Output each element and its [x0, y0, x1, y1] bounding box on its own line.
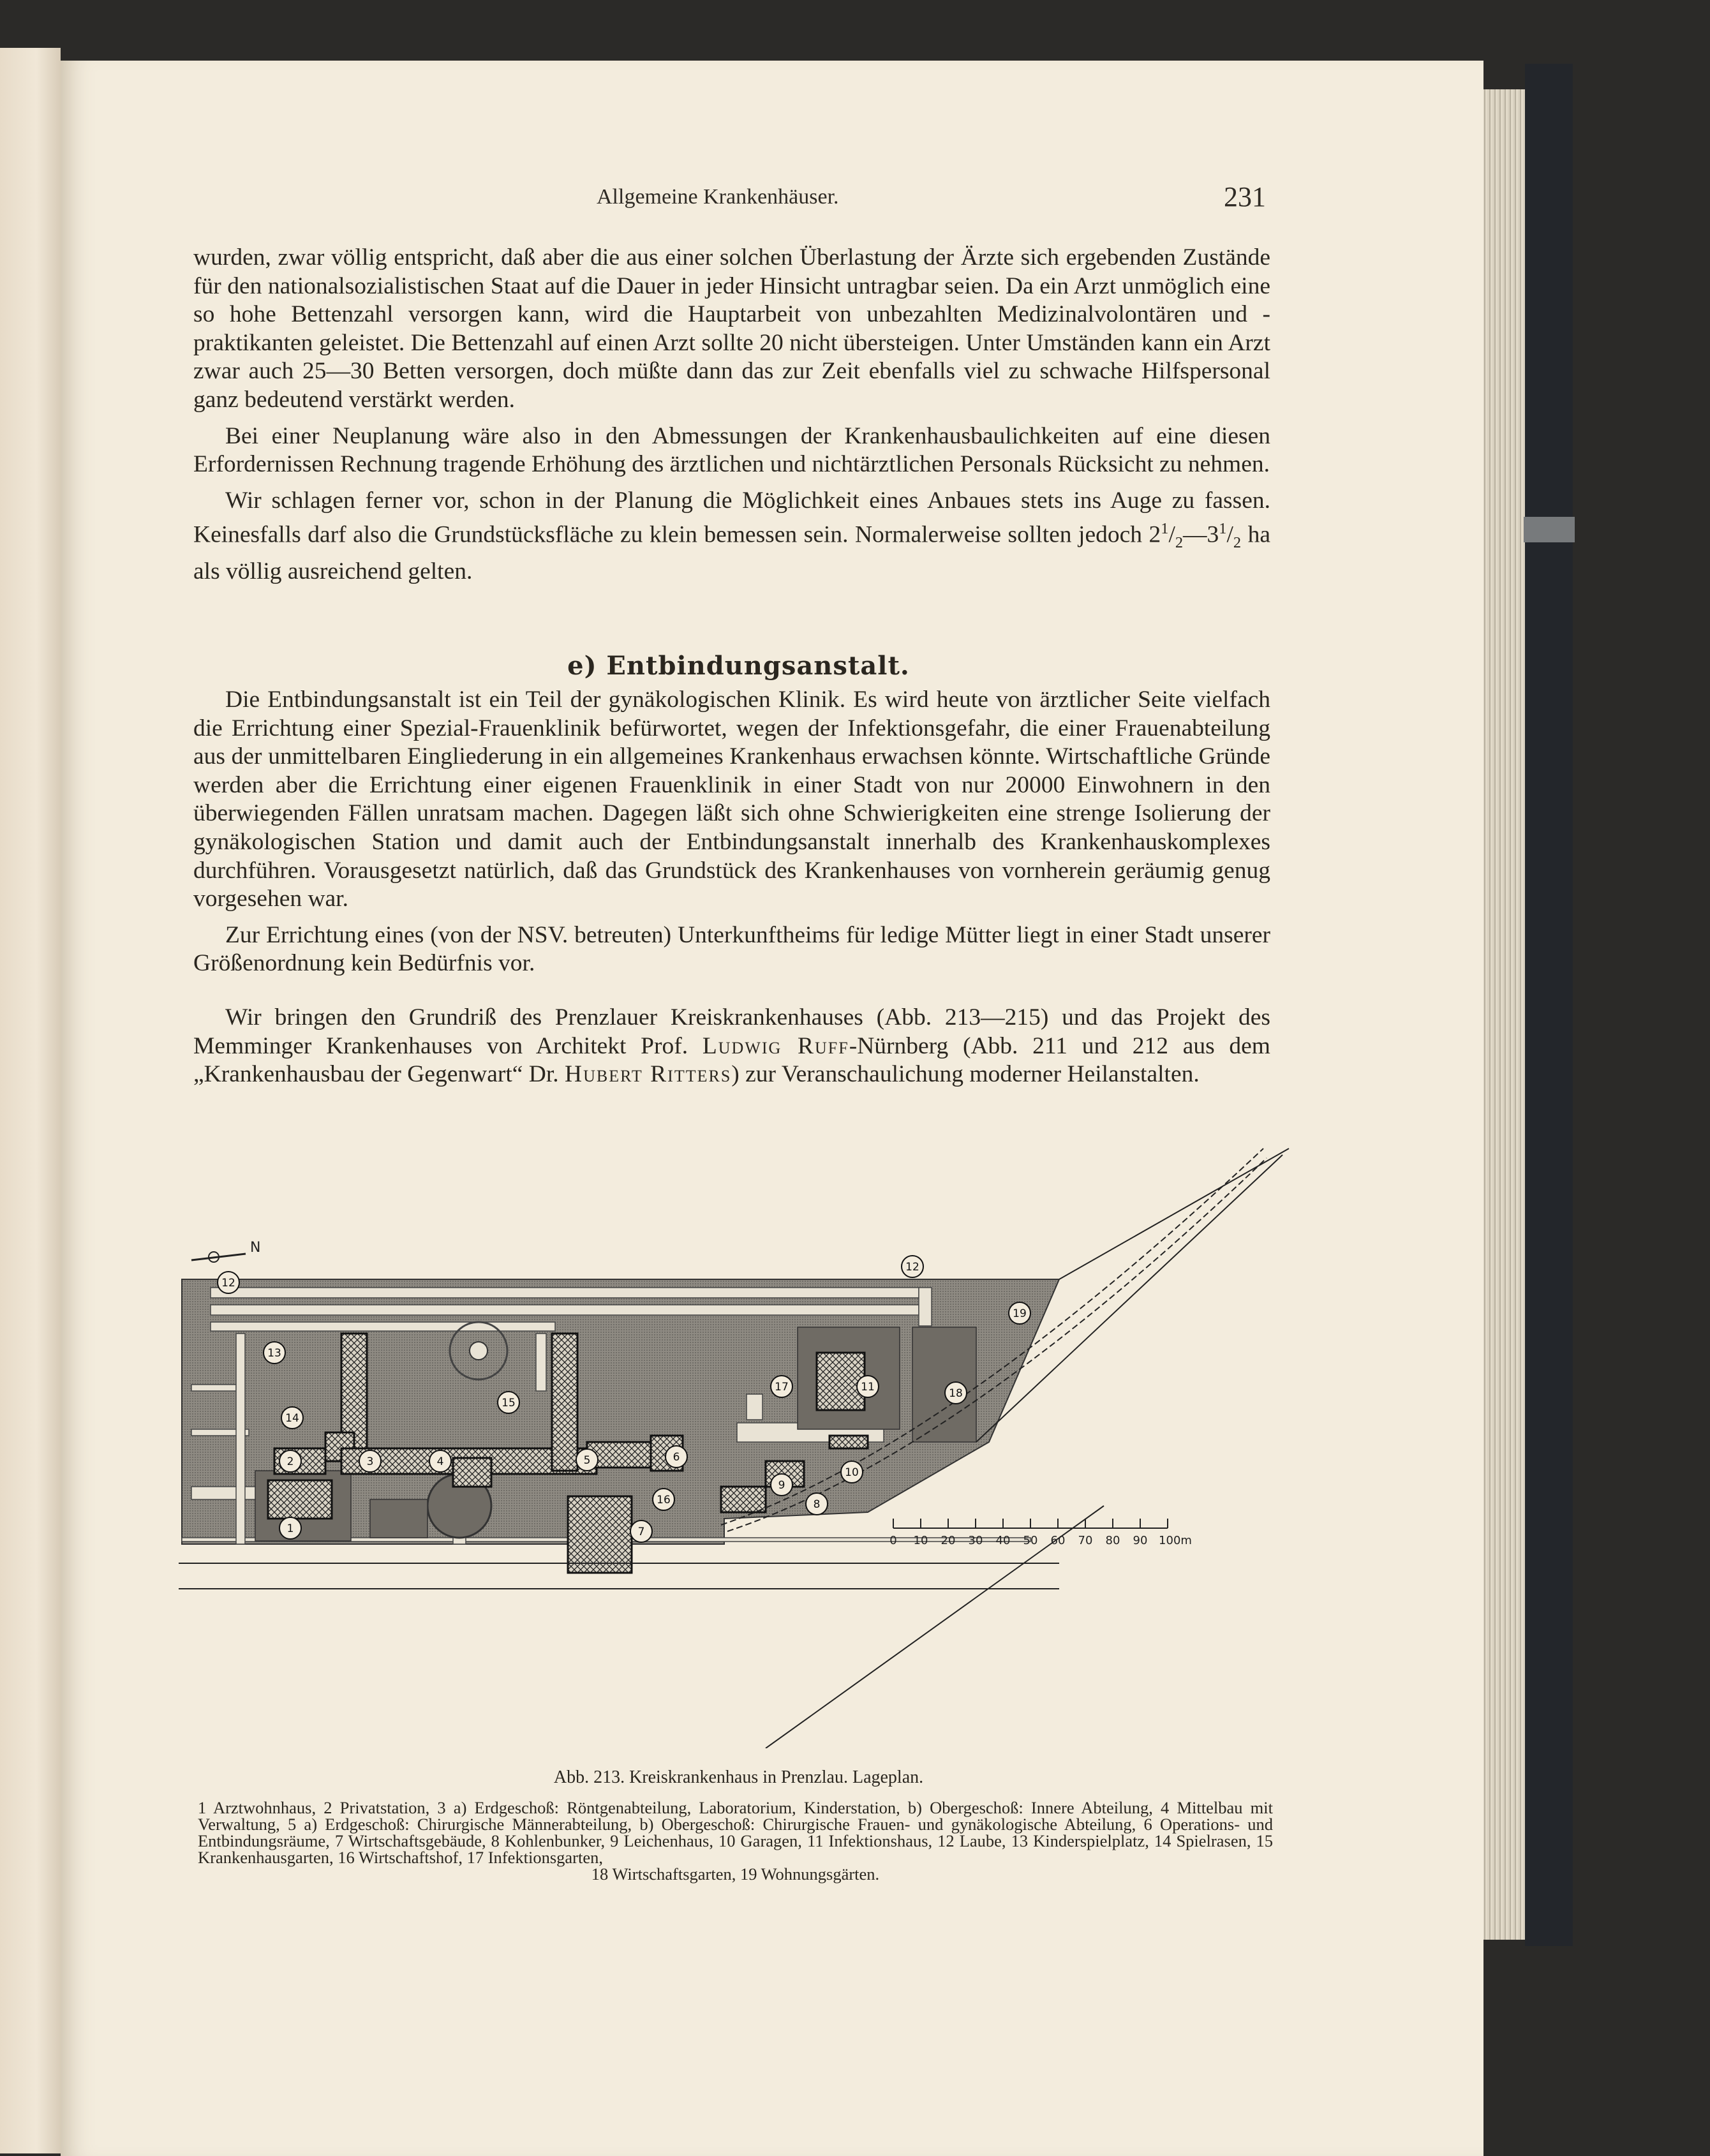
text-run: Wir bringen den Grundriß des Prenzlauer Kreiskrankenhauses (Abb. 213—215) und das Projekt des Memminger Krankenhauses von Architekt Prof.	[193, 1004, 1270, 1059]
scale-bar	[889, 1519, 1192, 1547]
svg-text:5: 5	[583, 1454, 591, 1467]
body-text-top	[193, 244, 1270, 586]
scale-label: 20	[940, 1534, 956, 1547]
paragraph	[193, 1004, 1270, 1089]
page-block-edges	[1477, 89, 1525, 1940]
paragraph: Zur Errichtung eines (von der NSV. betreuten) Unterkunftheims für ledige Mütter liegt in einer Stadt unserer Größenordnung kein Bedürfnis vor.	[193, 921, 1270, 977]
marker	[1009, 1302, 1030, 1324]
text-run: ha als völlig ausreichend gelten.	[193, 521, 1270, 584]
marker	[841, 1461, 863, 1483]
svg-text:12: 12	[905, 1261, 919, 1274]
scale-label: 100m	[1159, 1534, 1192, 1547]
svg-text:14: 14	[285, 1412, 299, 1425]
svg-text:11: 11	[861, 1381, 875, 1394]
marker	[665, 1446, 687, 1468]
scale-label: 0	[889, 1534, 897, 1547]
marker	[902, 1256, 923, 1277]
marker	[218, 1272, 239, 1293]
running-title: Allgemeine Krankenhäuser.	[597, 185, 839, 209]
marker	[630, 1520, 652, 1542]
scale-label: 30	[968, 1534, 983, 1547]
svg-text:19: 19	[1013, 1307, 1027, 1320]
page-number: 231	[1224, 181, 1266, 212]
marker	[653, 1489, 674, 1510]
paragraph: Bei einer Neuplanung wäre also in den Abmessungen der Krankenhausbaulichkeiten auf eine diesen Erfordernissen Rechnung tragende Erhöhung des ärztlichen und nichtärztlichen Personals Rücksicht zu nehmen.	[193, 422, 1270, 478]
text-run: Wir schlagen ferner vor, schon in der Planung die Möglichkeit eines Anbaues stets ins Auge zu fassen. Keinesfalls darf also die Grundstücksfläche zu klein bemessen sein. Normalerweise sollten jedoch 2	[193, 487, 1270, 548]
svg-text:2: 2	[286, 1455, 294, 1468]
cover-band	[1524, 517, 1575, 542]
marker	[771, 1376, 792, 1397]
marker	[429, 1450, 451, 1472]
svg-text:10: 10	[845, 1466, 859, 1479]
svg-text:13: 13	[267, 1347, 281, 1360]
marker	[281, 1407, 303, 1429]
marker	[359, 1450, 381, 1472]
svg-text:17: 17	[775, 1381, 789, 1394]
text-run: ) zur Veranschaulichung moderner Heilanstalten.	[731, 1061, 1200, 1088]
scale-label: 80	[1105, 1534, 1120, 1547]
svg-text:4: 4	[436, 1455, 444, 1468]
fraction-numerator: 1	[1161, 520, 1169, 538]
paragraph: Die Entbindungsanstalt ist ein Teil der gynäkologischen Klinik. Es wird heute von ärztlicher Seite vielfach die Errichtung einer Spezial-Frauenklinik befürwortet, wegen der Infektionsgefahr, die einer Frauenabteilung aus der unmittelbaren Eingliederung in ein allgemeines Krankenhaus erwachsen könnte. Wirtschaftliche Gründe werden aber die Errichtung einer eigenen Frauenklinik in einer Stadt von nur 20000 Einwohnern in den überwiegenden Fällen unratsam machen. Dagegen läßt sich ohne Schwierigkeiten eine strenge Isolierung der gynäkologischen Station und damit auch der Entbindungsanstalt innerhalb des Krankenhauskomplexes durchführen. Vorausgesetzt natürlich, daß das Grundstück des Krankenhauses von vornherein geräumig genug vorgesehen war.	[193, 687, 1270, 912]
marker	[576, 1449, 598, 1471]
svg-text:6: 6	[673, 1451, 680, 1464]
paragraph: Wir schlagen ferner vor, schon in der Planung die Möglichkeit eines Anbaues stets ins Auge zu fassen. Keinesfalls darf also die Grundstücksfläche zu klein bemessen sein. Normalerweise sollten jedoch $2^1/_2—3^1/_2$ ha als völlig ausreichend gelten.	[193, 487, 1270, 584]
text-run: —3	[1183, 521, 1219, 548]
svg-text:1: 1	[286, 1522, 294, 1535]
figure-caption: Abb. 213. Kreiskrankenhaus in Prenzlau. Lageplan.	[553, 1767, 924, 1787]
scale-label: 10	[913, 1534, 928, 1547]
north-label: N	[250, 1240, 261, 1256]
author-name: Ludwig Ruff	[702, 1032, 849, 1059]
svg-text:3: 3	[366, 1455, 374, 1468]
svg-text:12: 12	[221, 1277, 235, 1290]
marker	[279, 1517, 301, 1539]
legend-text: 1 Arztwohnhaus, 2 Privatstation, 3 a) Erdgeschoß: Röntgenabteilung, Laboratorium, Kinderstation, b) Obergeschoß: Innere Abteilung, 4 Mittelbau mit Verwaltung, 5 a) Erdgeschoß: Chirurgische Männerabteilung, b) Obergeschoß: Chirurgische Frauen- und gynäkologische Abteilung, 6 Operations- und Entbindungsräume, 7 Wirtschaftsgebäude, 8 Kohlenbunker, 9 Leichenhaus, 10 Garagen, 11 Infektionshaus, 12 Laube, 13 Kinderspielplatz, 14 Spielrasen, 15 Krankenhausgarten, 16 Wirtschaftshof, 17 Infektionsgarten,	[198, 1798, 1273, 1867]
facing-page-edge	[0, 48, 61, 2153]
fraction-denominator: 2	[1175, 534, 1184, 552]
marker	[498, 1392, 519, 1413]
scale-label: 60	[1050, 1534, 1066, 1547]
text-run: -Nürnberg (Abb. 211 und 212 aus dem „Krankenhausbau der Gegenwart“ Dr.	[193, 1032, 1270, 1088]
svg-text:8: 8	[813, 1498, 821, 1511]
author-name: Hubert Ritters	[565, 1061, 732, 1088]
svg-text:16: 16	[657, 1494, 671, 1506]
svg-text:7: 7	[637, 1526, 645, 1538]
north-arrow	[191, 1240, 260, 1262]
scale-label: 40	[995, 1534, 1011, 1547]
body-text-section	[193, 686, 1270, 1089]
marker	[279, 1450, 301, 1472]
marker	[264, 1342, 285, 1364]
legend-text-last: 18 Wirtschaftsgarten, 19 Wohnungsgärten.	[591, 1864, 880, 1884]
scale-label: 50	[1023, 1534, 1038, 1547]
book-cover	[1525, 64, 1573, 1946]
fraction-numerator: 1	[1219, 520, 1227, 538]
scale-label: 70	[1078, 1534, 1093, 1547]
section-heading: e) Entbindungsanstalt.	[567, 651, 910, 681]
scale-label: 90	[1133, 1534, 1148, 1547]
site-plan-figure	[179, 1142, 1295, 1748]
svg-text:18: 18	[949, 1387, 963, 1400]
svg-text:15: 15	[502, 1397, 516, 1409]
marker	[806, 1493, 828, 1515]
marker	[771, 1474, 792, 1496]
marker	[857, 1376, 879, 1397]
fraction-denominator: 2	[1233, 534, 1242, 552]
figure-legend	[198, 1799, 1273, 1882]
paragraph: wurden, zwar völlig entspricht, daß aber die aus einer solchen Überlastung der Ärzte sich ergebenden Zustände für den nationalsozialistischen Staat auf die Dauer in jeder Hinsicht untragbar seien. Da ein Arzt unmöglich eine so hohe Bettenzahl versorgen kann, wird die Hauptarbeit von unbezahlten Medizinalvolontären und -praktikanten geleistet. Die Bettenzahl auf einen Arzt sollte 20 nicht übersteigen. Unter Umständen kann ein Arzt zwar auch 25—30 Betten versorgen, doch müßte dann das zur Zeit ebenfalls viel zu schwache Hilfspersonal ganz bedeutend verstärkt werden.	[193, 244, 1270, 413]
svg-text:9: 9	[778, 1479, 785, 1492]
marker	[945, 1382, 967, 1404]
